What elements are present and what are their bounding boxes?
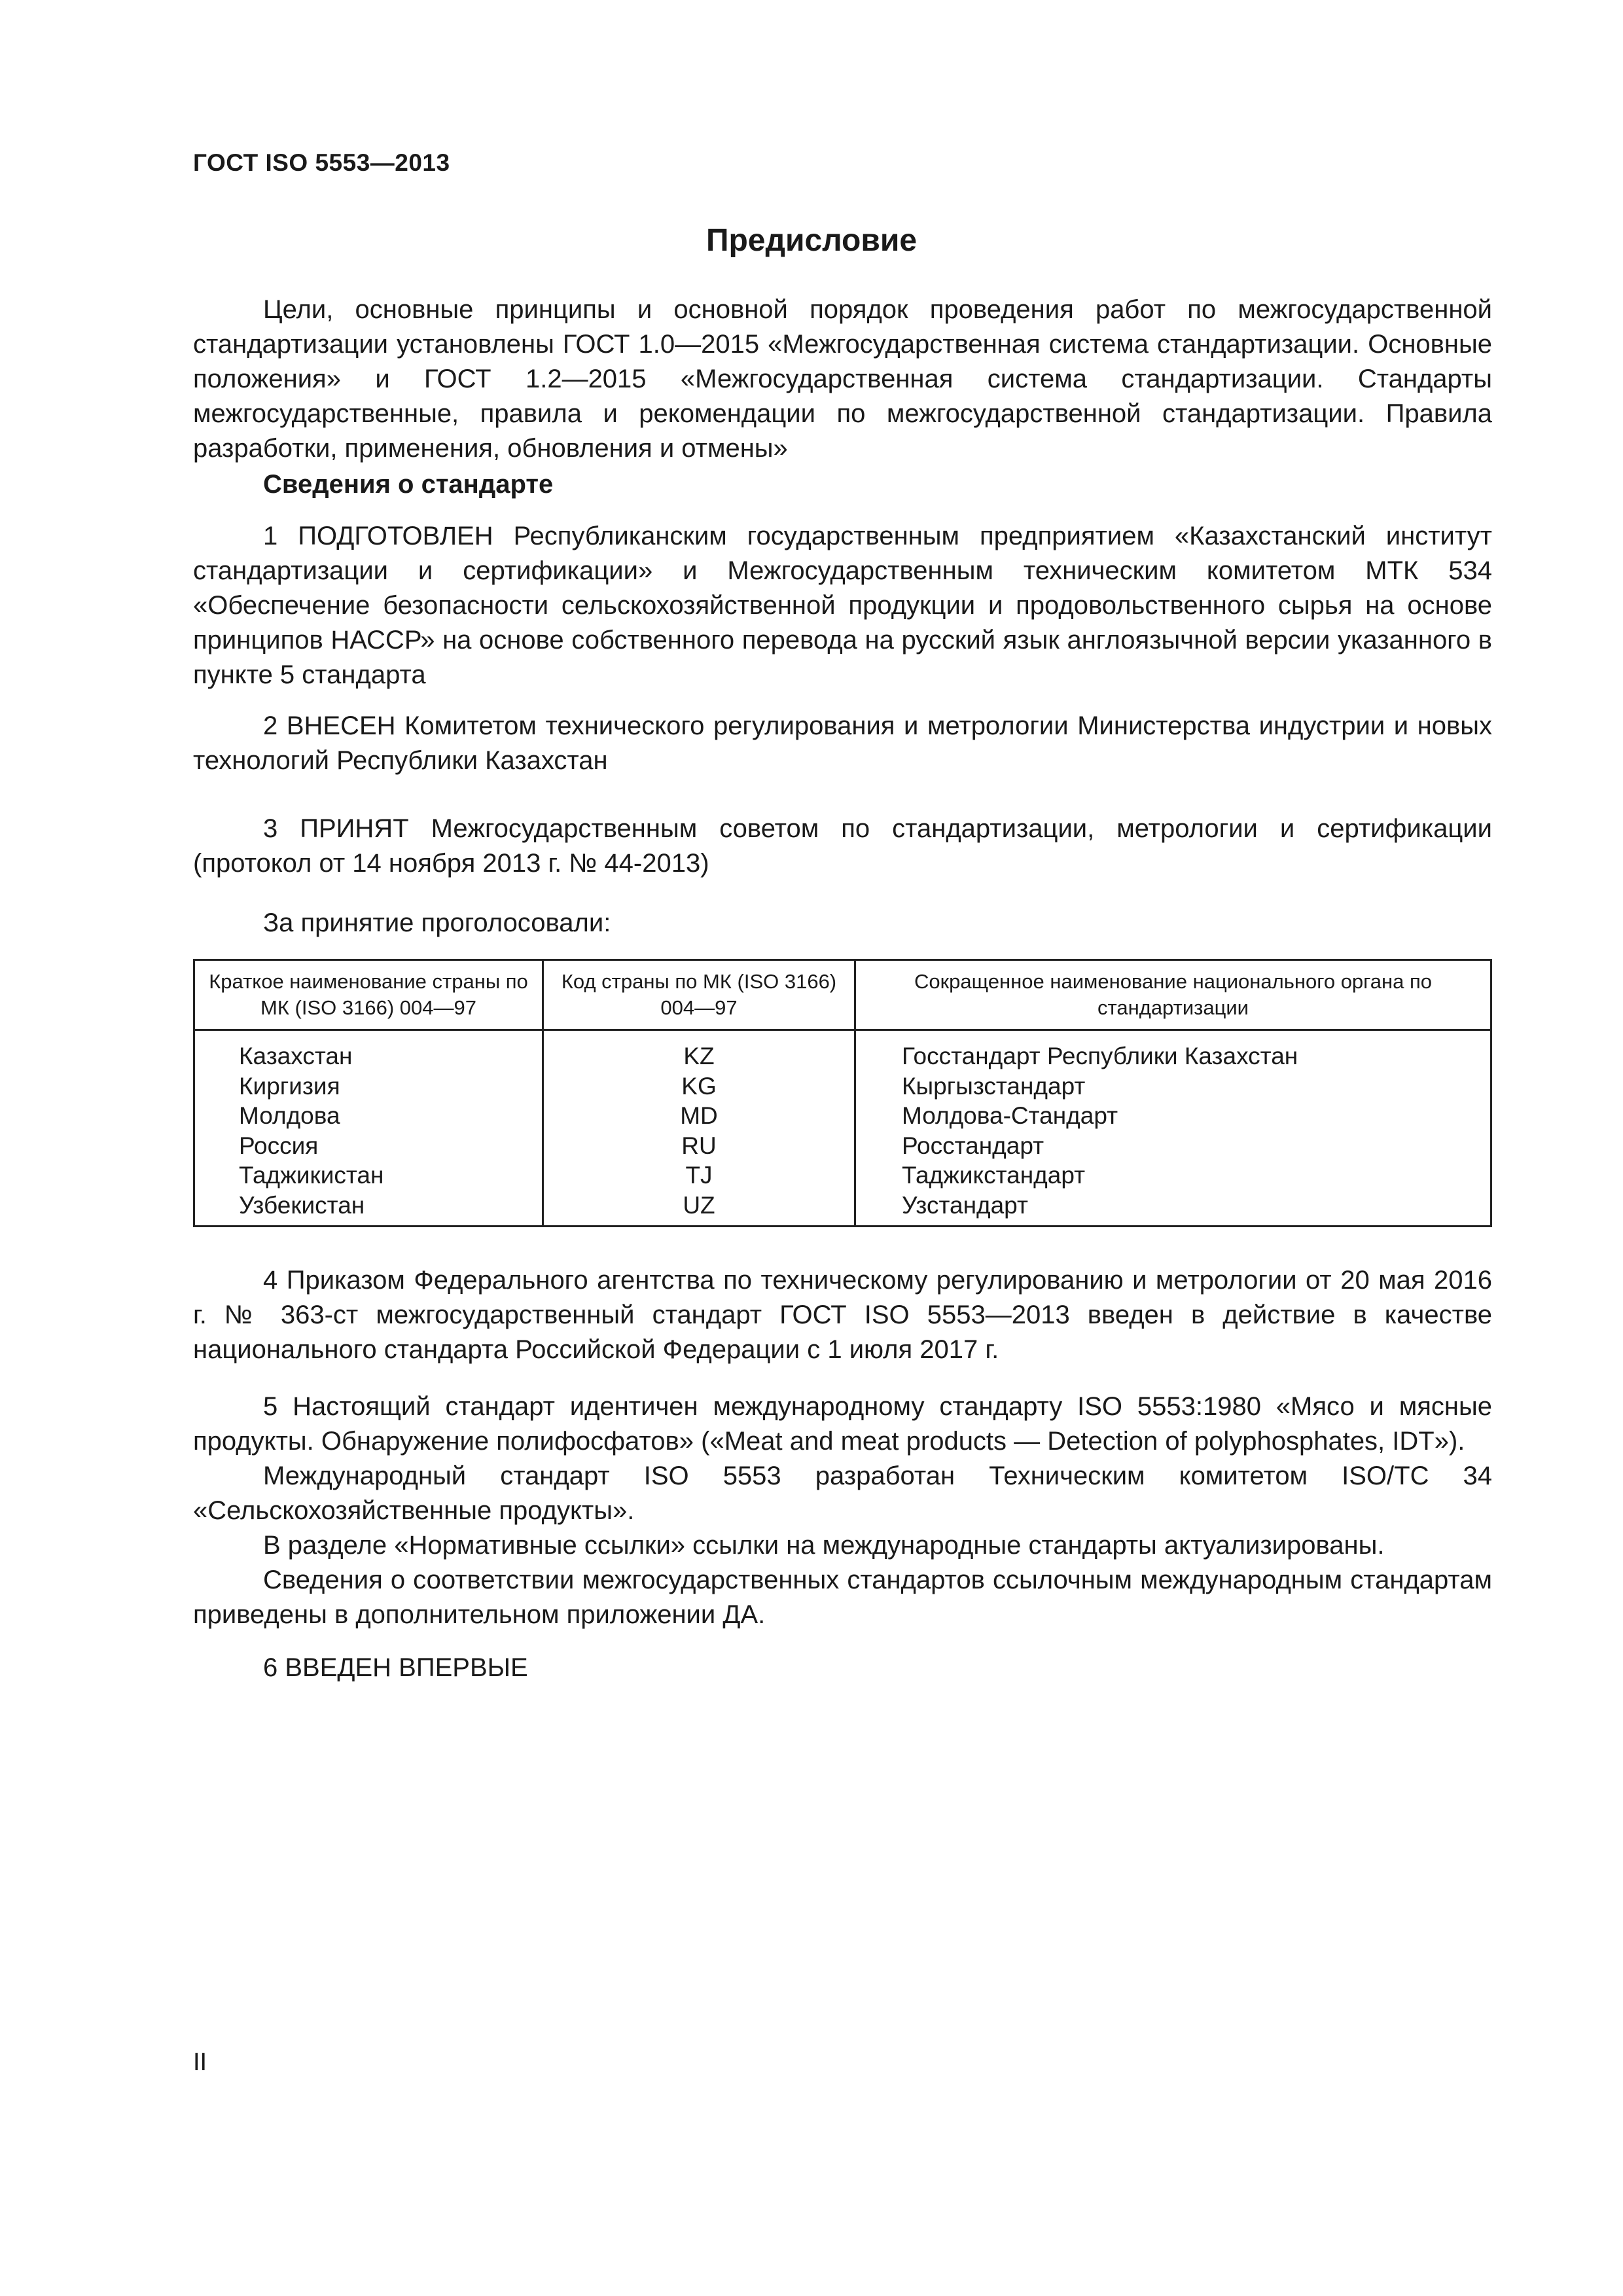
table-cell: TJ: [685, 1162, 713, 1189]
table-cell: Узстандарт: [902, 1191, 1028, 1219]
item-5-annex-text: Сведения о соответствии межгосударственных стандартов ссылочным международным стандартам приведены в дополнительном приложении ДА.: [193, 1566, 1492, 1629]
voting-table: [193, 959, 1492, 1227]
table-column-body: [856, 1031, 1490, 1225]
table-cell: Узбекистан: [239, 1191, 365, 1219]
item-5: [193, 1390, 1492, 1632]
table-cell: UZ: [683, 1191, 715, 1219]
item-5-text: 5 Настоящий стандарт идентичен международному стандарту ISO 5553:1980 «Мясо и мясные продукты. Обнаружение полифосфатов» («Meat and meat products — Detection of polyphosphates, IDT»).: [193, 1392, 1492, 1456]
item-5-refs-text: В разделе «Нормативные ссылки» ссылки на международные стандарты актуализированы.: [263, 1531, 1385, 1560]
table-cell: Таджикстандарт: [902, 1162, 1086, 1189]
standard-info-heading: Сведения о стандарте: [263, 470, 554, 499]
item-6-text: 6 ВВЕДЕН ВПЕРВЫЕ: [263, 1653, 528, 1682]
page-number: II: [193, 2049, 207, 2076]
table-cell: Таджикистан: [239, 1162, 384, 1189]
voted-label: За принятие проголосовали:: [263, 908, 611, 937]
table-cell: KG: [681, 1072, 717, 1100]
item-5-tc-text: Международный стандарт ISO 5553 разработан Техническим комитетом ISO/TC 34 «Сельскохозяйственные продукты».: [193, 1462, 1492, 1525]
table-column-country: [195, 1031, 544, 1225]
table-header-body: Сокращенное наименование национального органа по стандартизации: [856, 961, 1490, 1031]
table-cell: Казахстан: [239, 1043, 353, 1069]
intro-text: Цели, основные принципы и основной порядок проведения работ по межгосударственной стандартизации установлены ГОСТ 1.0—2015 «Межгосударственная система стандартизации. Основные положения» и ГОСТ 1.2—2015 «Межгосударственная система стандартизации. Стандарты межгосударственные, правила и рекомендации по межгосударственной стандартизации. Правила разработки, применения, обновления и отмены»: [193, 295, 1492, 463]
item-2: [193, 709, 1492, 778]
table-header-code: Код страны по МК (ISO 3166) 004—97: [544, 961, 856, 1031]
table-cell: Молдова: [239, 1102, 340, 1129]
item-4: [193, 1263, 1492, 1367]
table-cell: MD: [680, 1102, 718, 1129]
item-1-text: 1 ПОДГОТОВЛЕН Республиканским государственным предприятием «Казахстанский институт стандартизации и сертификации» и Межгосударственным техническим комитетом МТК 534 «Обеспечение безопасности сельскохозяйственной продукции и продовольственного сырья на основе принципов НАССР» на основе собственного перевода на русский язык англоязычной версии указанного в пункте 5 стандарта: [193, 522, 1492, 689]
page-title: Предисловие: [705, 223, 918, 258]
table-column-code: [544, 1031, 856, 1225]
table-cell: KZ: [683, 1043, 715, 1069]
table-cell: Киргизия: [239, 1072, 340, 1100]
document-code: ГОСТ ISO 5553—2013: [193, 149, 450, 176]
table-header-country: Краткое наименование страны по МК (ISO 3166) 004—97: [195, 961, 544, 1031]
table-cell: Кыргызстандарт: [902, 1072, 1086, 1100]
item-3-text: 3 ПРИНЯТ Межгосударственным советом по стандартизации, метрологии и сертификации (протокол от 14 ноября 2013 г. № 44-2013): [193, 814, 1492, 878]
table-cell: RU: [681, 1132, 717, 1159]
item-4-text: 4 Приказом Федерального агентства по техническому регулированию и метрологии от 20 мая 2016 г. № 363-ст межгосударственный стандарт ГОСТ ISO 5553—2013 введен в действие в качестве национального стандарта Российской Федерации с 1 июля 2017 г.: [193, 1266, 1492, 1364]
table-cell: Росстандарт: [902, 1132, 1044, 1159]
table-cell: Госстандарт Республики Казахстан: [902, 1043, 1298, 1069]
item-3: [193, 812, 1492, 881]
item-6: [193, 1651, 1492, 1685]
intro-paragraph: [193, 293, 1492, 466]
item-2-text: 2 ВНЕСЕН Комитетом технического регулирования и метрологии Министерства индустрии и новых технологий Республики Казахстан: [193, 711, 1492, 775]
table-cell: Россия: [239, 1132, 319, 1159]
table-cell: Молдова-Стандарт: [902, 1102, 1118, 1129]
item-1: [193, 519, 1492, 692]
